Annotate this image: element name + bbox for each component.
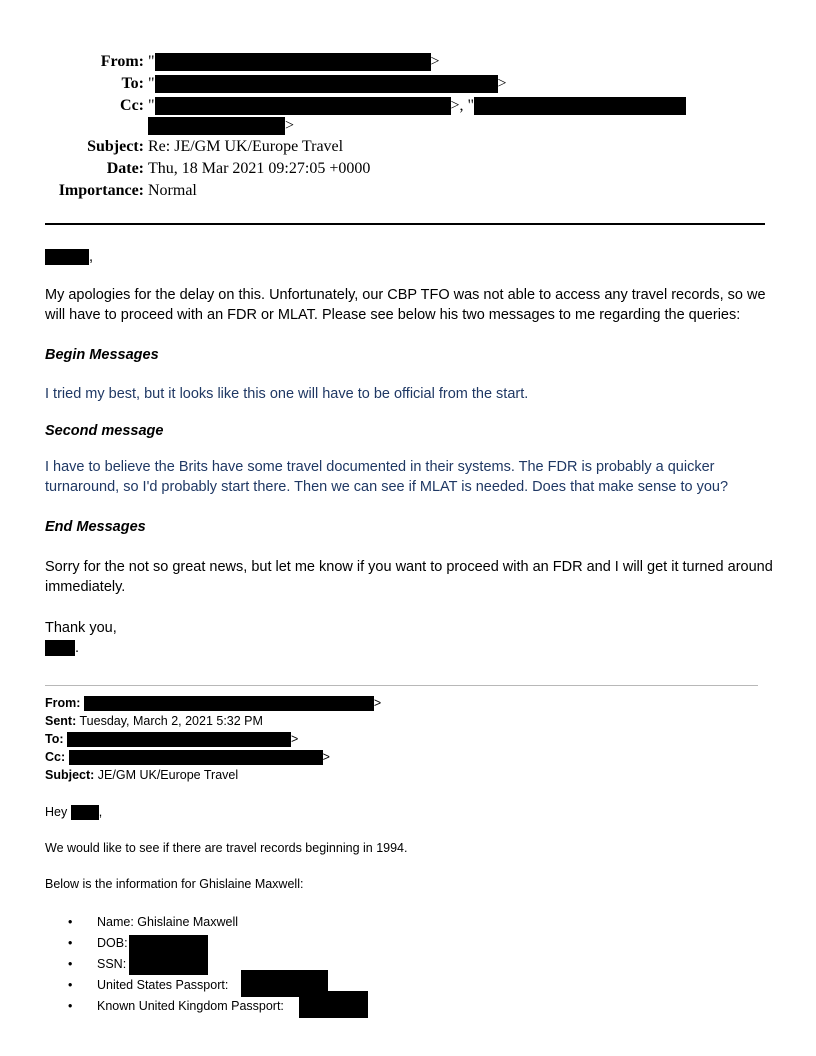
fwd-subject-label: Subject: (45, 768, 95, 782)
to-row (0, 74, 816, 94)
fwd-to-label: To: (45, 732, 64, 746)
importance-row (0, 181, 816, 201)
list-item-text: Name: Ghislaine Maxwell (97, 915, 239, 929)
date-value: Thu, 18 Mar 2021 09:27:05 +0000 (148, 160, 371, 177)
from-value: " > (148, 53, 440, 70)
bullet-icon: • (68, 978, 73, 992)
cc-label: Cc: (120, 97, 144, 114)
fwd-cc-row: Cc: > (45, 750, 330, 764)
bullet-icon: • (68, 936, 73, 950)
fwd-from-label: From: (45, 696, 81, 710)
redaction-block (71, 805, 99, 820)
to-value: " > (148, 75, 507, 92)
quoted-message-2: I have to believe the Brits have some travel documented in their systems. The FDR is probably a quicker turnaround, so I'd probably start there. Then we can see if MLAT is needed. Does that make sense to you? (45, 459, 729, 495)
redaction-block (84, 696, 374, 711)
list-item-text: Known United Kingdom Passport: (97, 999, 284, 1013)
redaction-block (148, 117, 285, 135)
bullet-icon: • (68, 957, 73, 971)
redaction-block (155, 53, 431, 71)
date-label: Date: (106, 160, 144, 177)
signoff: Thank you, (45, 620, 117, 636)
cc-row (0, 96, 816, 138)
begin-messages-heading: Begin Messages (45, 347, 159, 363)
list-item-text: United States Passport: (97, 978, 229, 992)
fwd-sent-label: Sent: (45, 714, 77, 728)
quoted-message-1: I tried my best, but it looks like this one will have to be official from the start. (45, 386, 529, 402)
from-row (0, 52, 816, 72)
importance-label: Importance: (58, 182, 144, 199)
from-label: From: (100, 53, 144, 70)
forward-divider (45, 685, 758, 686)
second-message-heading: Second message (45, 423, 164, 439)
importance-value: Normal (148, 182, 197, 199)
redaction-block (69, 750, 323, 765)
to-label: To: (121, 75, 144, 92)
redaction-block (129, 952, 208, 975)
fwd-subject-row (45, 766, 238, 784)
subject-label: Subject: (87, 138, 144, 155)
end-messages-heading: End Messages (45, 519, 146, 535)
fwd-to-row: To: > (45, 732, 299, 746)
redaction-block (155, 75, 498, 93)
redaction-block (474, 97, 686, 115)
redaction-block (299, 991, 368, 1018)
fwd-line-info: Below is the information for Ghislaine Maxwell: (45, 877, 304, 891)
redaction-block (45, 640, 75, 656)
email-header (0, 52, 816, 202)
bullet-icon: • (68, 999, 73, 1013)
bullet-icon: • (68, 915, 73, 929)
header-divider (45, 223, 765, 225)
paragraph-sorry: Sorry for the not so great news, but let me know if you want to proceed with an FDR and I will get it turned around immediately. (45, 559, 773, 595)
subject-row (0, 137, 816, 157)
fwd-cc-label: Cc: (45, 750, 66, 764)
subject-value: Re: JE/GM UK/Europe Travel (148, 138, 344, 155)
redaction-block (45, 249, 89, 265)
cc-value: " >, " (148, 96, 686, 116)
fwd-sent-row (45, 712, 263, 730)
fwd-subject-value: JE/GM UK/Europe Travel (97, 768, 239, 782)
fwd-sent-value: Tuesday, March 2, 2021 5:32 PM (79, 714, 263, 728)
paragraph-apology: My apologies for the delay on this. Unfortunately, our CBP TFO was not able to access any travel records, so we will have to proceed with an FDR or MLAT. Please see below his two messages to me regarding the queries: (45, 287, 766, 323)
list-item-text: SSN: (97, 957, 127, 971)
fwd-line-travel-records: We would like to see if there are travel records beginning in 1994. (45, 841, 408, 855)
signature: . (45, 638, 775, 658)
redaction-block (155, 97, 451, 115)
greeting-line: , (45, 247, 775, 267)
cc-value-continued: > (148, 116, 294, 136)
list-item-text: DOB: (97, 936, 128, 950)
fwd-greeting: Hey , (45, 805, 103, 819)
fwd-from-row: From: > (45, 696, 382, 710)
date-row (0, 159, 816, 179)
redaction-block (67, 732, 291, 747)
